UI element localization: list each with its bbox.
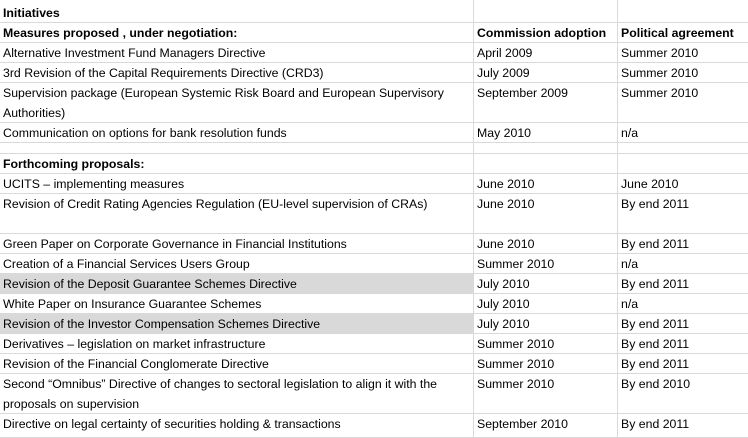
cell-initiative[interactable]: Derivatives – legislation on market infrastructure	[0, 334, 474, 354]
cell-initiative[interactable]: 3rd Revision of the Capital Requirements Directive (CRD3)	[0, 63, 474, 83]
cell-initiative[interactable]: Green Paper on Corporate Governance in Financial Institutions	[0, 234, 474, 254]
table-row	[0, 174, 748, 194]
table-row-section	[0, 154, 748, 174]
cell-commission-adoption[interactable]: June 2010	[474, 174, 618, 194]
cell-initiative[interactable]: UCITS – implementing measures	[0, 174, 474, 194]
cell-commission-adoption[interactable]	[474, 154, 618, 174]
cell-commission-adoption[interactable]: May 2010	[474, 123, 618, 143]
cell-political-agreement[interactable]: Summer 2010	[618, 63, 748, 83]
table-row	[0, 43, 748, 63]
cell-initiative[interactable]: Revision of Credit Rating Agencies Regulation (EU-level supervision of CRAs)	[0, 194, 474, 234]
cell-commission-adoption[interactable]: June 2010	[474, 194, 618, 234]
cell-political-agreement[interactable]: Summer 2010	[618, 43, 748, 63]
header-measures[interactable]: Measures proposed , under negotiation:	[0, 23, 474, 43]
cell-commission-adoption[interactable]: July 2010	[474, 314, 618, 334]
cell-political-agreement[interactable]	[618, 143, 748, 154]
cell-political-agreement[interactable]: By end 2011	[618, 414, 748, 438]
cell-political-agreement[interactable]: n/a	[618, 123, 748, 143]
cell-political-agreement[interactable]: By end 2011	[618, 354, 748, 374]
table-row	[0, 314, 748, 334]
cell-commission-adoption[interactable]: July 2009	[474, 63, 618, 83]
title-cell[interactable]: Initiatives	[0, 0, 474, 23]
table-row	[0, 374, 748, 414]
title-cell-empty-3[interactable]	[618, 0, 748, 23]
table-row	[0, 354, 748, 374]
table-row	[0, 294, 748, 314]
table-row	[0, 63, 748, 83]
table-row	[0, 274, 748, 294]
table-row-title	[0, 0, 748, 23]
table-row	[0, 83, 748, 123]
cell-commission-adoption[interactable]: Summer 2010	[474, 334, 618, 354]
cell-initiative[interactable]: Alternative Investment Fund Managers Directive	[0, 43, 474, 63]
cell-initiative[interactable]	[0, 143, 474, 154]
cell-political-agreement[interactable]: By end 2011	[618, 314, 748, 334]
cell-initiative[interactable]: Second “Omnibus” Directive of changes to sectoral legislation to align it with the proposals on supervision	[0, 374, 474, 414]
table-row	[0, 334, 748, 354]
cell-commission-adoption[interactable]: July 2010	[474, 274, 618, 294]
cell-commission-adoption[interactable]: July 2010	[474, 294, 618, 314]
cell-commission-adoption[interactable]: Summer 2010	[474, 354, 618, 374]
cell-commission-adoption[interactable]: September 2009	[474, 83, 618, 123]
table-row	[0, 414, 748, 438]
cell-commission-adoption[interactable]: Summer 2010	[474, 374, 618, 414]
cell-political-agreement[interactable]: By end 2010	[618, 374, 748, 414]
cell-political-agreement[interactable]: Summer 2010	[618, 83, 748, 123]
section-forthcoming-proposals[interactable]: Forthcoming proposals:	[0, 154, 474, 174]
cell-political-agreement[interactable]	[618, 154, 748, 174]
title-cell-empty-2[interactable]	[474, 0, 618, 23]
table-row	[0, 254, 748, 274]
cell-political-agreement[interactable]: By end 2011	[618, 334, 748, 354]
cell-political-agreement[interactable]: n/a	[618, 254, 748, 274]
cell-initiative[interactable]: White Paper on Insurance Guarantee Schemes	[0, 294, 474, 314]
header-commission-adoption[interactable]: Commission adoption	[474, 23, 618, 43]
cell-political-agreement[interactable]: By end 2011	[618, 194, 748, 234]
table-row	[0, 123, 748, 143]
cell-commission-adoption[interactable]: Summer 2010	[474, 254, 618, 274]
table-row	[0, 194, 748, 234]
cell-commission-adoption[interactable]: April 2009	[474, 43, 618, 63]
cell-political-agreement[interactable]: June 2010	[618, 174, 748, 194]
cell-initiative[interactable]: Creation of a Financial Services Users Group	[0, 254, 474, 274]
cell-political-agreement[interactable]: By end 2011	[618, 274, 748, 294]
table-row-header	[0, 23, 748, 43]
cell-commission-adoption[interactable]	[474, 143, 618, 154]
cell-commission-adoption[interactable]: June 2010	[474, 234, 618, 254]
cell-political-agreement[interactable]: n/a	[618, 294, 748, 314]
cell-initiative[interactable]: Communication on options for bank resolution funds	[0, 123, 474, 143]
cell-political-agreement[interactable]: By end 2011	[618, 234, 748, 254]
cell-commission-adoption[interactable]: September 2010	[474, 414, 618, 438]
cell-initiative[interactable]: Directive on legal certainty of securities holding & transactions	[0, 414, 474, 438]
table-row-spacer	[0, 143, 748, 154]
cell-initiative[interactable]: Revision of the Financial Conglomerate Directive	[0, 354, 474, 374]
cell-initiative-highlighted[interactable]: Revision of the Deposit Guarantee Schemes Directive	[0, 274, 474, 294]
cell-initiative-highlighted[interactable]: Revision of the Investor Compensation Schemes Directive	[0, 314, 474, 334]
header-political-agreement[interactable]: Political agreement	[618, 23, 748, 43]
cell-initiative[interactable]: Supervision package (European Systemic Risk Board and European Supervisory Authorities)	[0, 83, 474, 123]
table-row	[0, 234, 748, 254]
